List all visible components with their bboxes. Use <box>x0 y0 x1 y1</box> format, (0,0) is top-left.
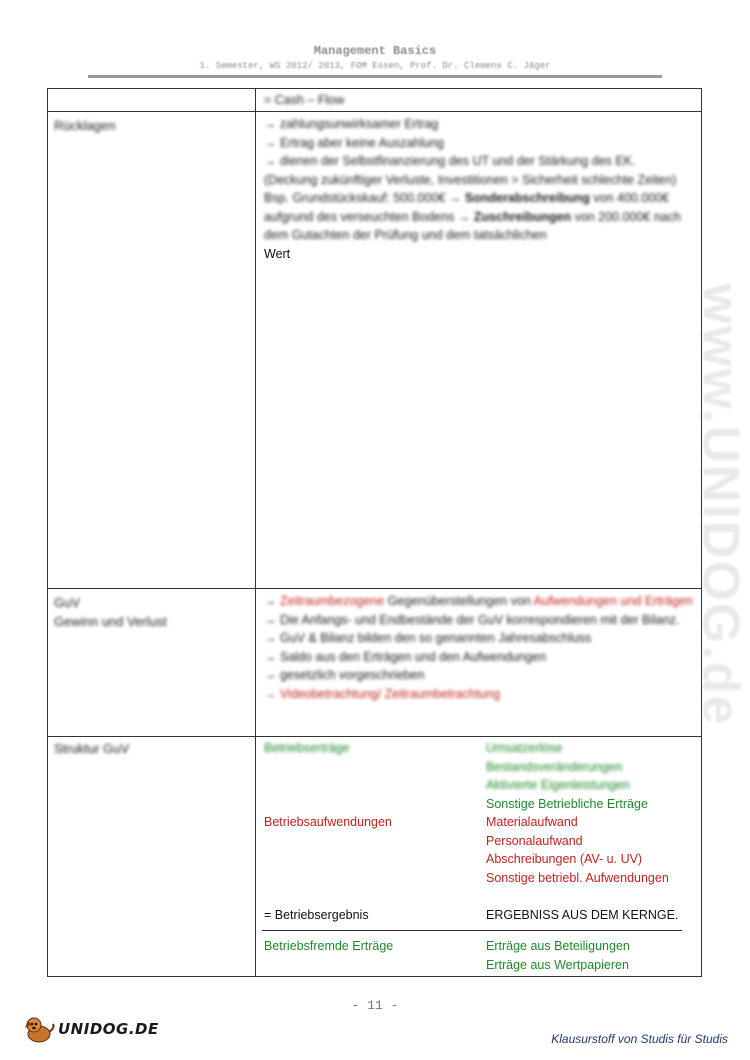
guv-label: GuV <box>54 595 81 610</box>
umsatzerloese-item: Umsatzerlöse <box>486 741 563 755</box>
beteiligungen-item: Erträge aus Beteiligungen <box>486 939 630 953</box>
ruecklagen-content-cell <box>256 112 702 589</box>
guv-label-cell <box>48 589 256 737</box>
unidog-logo <box>22 1014 159 1044</box>
watermark-text: www.UNIDOG.de <box>691 283 749 727</box>
ruecklagen-line-wert: Wert <box>264 246 291 261</box>
struktur-content-cell <box>256 737 702 977</box>
betriebsaufwendungen-label: Betriebsaufwendungen <box>264 815 392 829</box>
header-rule <box>88 75 662 78</box>
document-header <box>0 44 750 71</box>
struktur-label: Struktur GuV <box>54 741 130 756</box>
guv-line: → GuV & Bilanz bilden den so genannten Jahresabschluss <box>264 629 693 648</box>
result-separator <box>262 930 682 931</box>
sonstige-ertraege-item: Sonstige Betriebliche Erträge <box>486 796 648 811</box>
ruecklagen-example <box>264 189 693 245</box>
guv-line <box>264 592 693 611</box>
ruecklagen-line: → Ertrag aber keine Auszahlung <box>264 134 693 153</box>
logo-text: UNIDOG.DE <box>58 1020 159 1038</box>
guv-text: Videobetrachtung/ Zeitraumbetrachtung <box>279 686 501 701</box>
guv-line: → gesetzlich vorgeschrieben <box>264 666 693 685</box>
content-table <box>47 88 702 977</box>
ruecklagen-label-cell <box>48 112 256 589</box>
ruecklagen-line: (Deckung zukünftiger Verluste, Investitionen > Sicherheit schlechte Zeiten) <box>264 172 677 187</box>
example-text: von 400.000€ aufgrund des verseuchten Bodens <box>264 191 670 224</box>
footer-tagline: Klausurstoff von Studis für Studis <box>551 1032 728 1046</box>
guv-line: → Saldo aus den Erträgen und den Aufwendungen <box>264 648 693 667</box>
betriebsertraege-label: Betriebserträge <box>264 741 350 755</box>
struktur-label-cell <box>48 737 256 977</box>
guv-content-cell <box>256 589 702 737</box>
watermark <box>691 280 749 730</box>
table-row-struktur <box>48 737 702 977</box>
guv-line: → Die Anfangs- und Endbestände der GuV korrespondieren mit der Bilanz. <box>264 611 693 630</box>
sonstige-aufwendungen-item: Sonstige betriebl. Aufwendungen <box>486 870 669 885</box>
cashflow-cell <box>256 89 702 112</box>
ruecklagen-line: → zahlungsunwirksamer Ertrag <box>264 115 693 134</box>
materialaufwand-item: Materialaufwand <box>486 815 578 829</box>
example-text: Bsp. Grundstückskauf: 500.000€ <box>264 191 446 205</box>
guv-keyword: Aufwendungen und Erträgen <box>533 594 693 608</box>
dog-mascot-icon <box>22 1014 56 1044</box>
table-row-ruecklagen <box>48 112 702 589</box>
betriebsergebnis-label: = Betriebsergebnis <box>264 907 369 922</box>
empty-cell <box>48 89 256 112</box>
cashflow-text: = Cash – Flow <box>264 93 345 107</box>
document-subtitle: 1. Semester, WS 2012/ 2013, FOM Essen, Prof. Dr. Clemens C. Jäger <box>199 61 551 71</box>
zuschreibungen-term: Zuschreibungen <box>473 209 572 224</box>
ruecklagen-label: Rücklagen <box>54 118 116 133</box>
personalaufwand-item: Personalaufwand <box>486 833 583 848</box>
kerngeschaeft-result: ERGEBNISS AUS DEM KERNGE. <box>486 907 679 922</box>
abschreibungen-item: Abschreibungen (AV- u. UV) <box>486 852 643 866</box>
table-row-cashflow <box>48 89 702 112</box>
guv-label-long: Gewinn und Verlust <box>54 614 167 629</box>
bestandsveraenderungen-item: Bestandsveränderungen <box>486 759 623 774</box>
betriebsfremde-ertraege-label: Betriebsfremde Erträge <box>264 939 394 953</box>
sonderabschreibung-term: Sonderabschreibung <box>464 191 590 205</box>
table-row-guv <box>48 589 702 737</box>
aktivierte-eigenleistungen-item: Aktivierte Eigenleistungen <box>486 778 630 792</box>
document-title: Management Basics <box>313 44 437 58</box>
guv-text: Gegenüberstellungen von <box>387 594 531 608</box>
guv-keyword: Zeitraumbezogene <box>279 594 385 608</box>
guv-line <box>264 685 693 704</box>
ruecklagen-line: → dienen der Selbstfinanzierung des UT und der Stärkung des EK. <box>264 152 693 171</box>
example-text: von 200.000€ nach dem Gutachten der Prüfung und dem tatsächlichen <box>264 209 681 242</box>
page-number: - 11 - <box>351 998 399 1013</box>
wertpapiere-item: Erträge aus Wertpapieren <box>486 957 629 972</box>
